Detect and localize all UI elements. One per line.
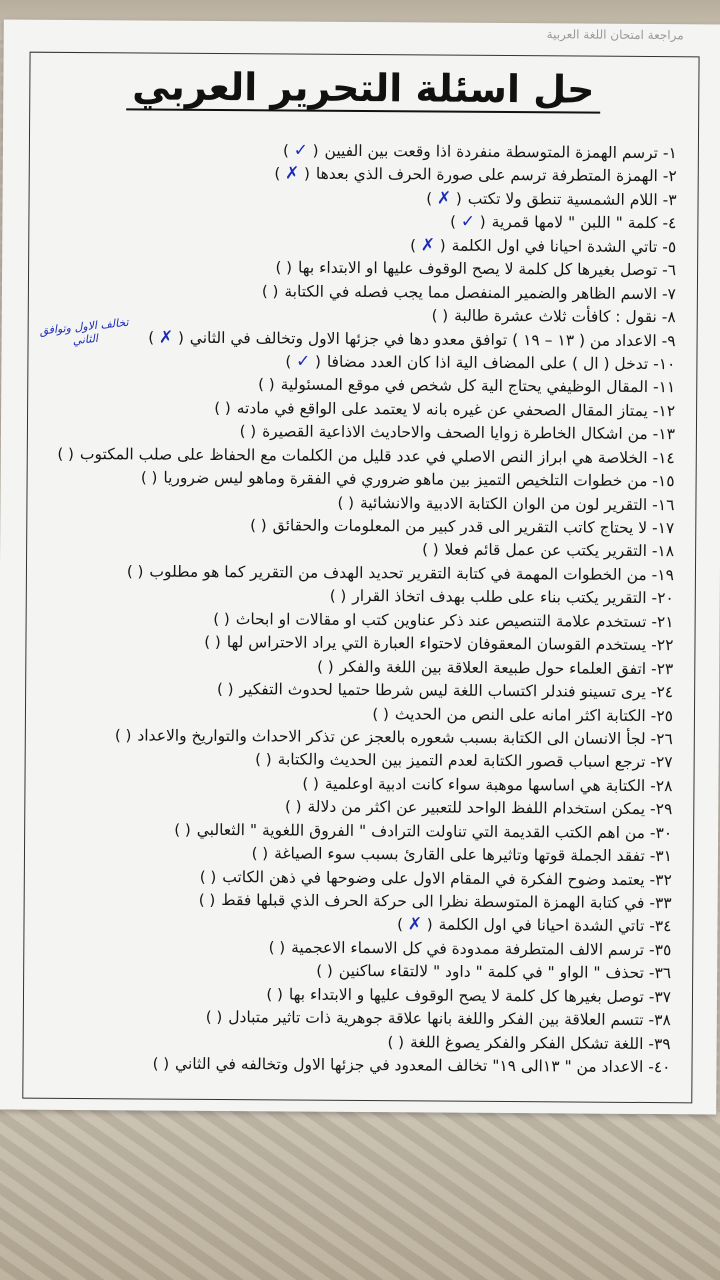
- questions-list: [34, 138, 677, 1080]
- question-number: ١٠: [658, 355, 676, 374]
- question-text: الهمزة المتطرفة ترسم على صورة الحرف الذي بعدها: [315, 165, 658, 186]
- question-dash: -: [644, 847, 656, 866]
- question-text: توصل بغيرها كل كلمة لا يصح الوقوف عليها و الابتداء بها: [288, 985, 644, 1006]
- question-dash: -: [644, 870, 656, 889]
- question-number: ٢٥: [656, 706, 674, 725]
- answer-parentheses: ( ): [302, 774, 319, 793]
- question-text: نقول : كافأت ثلاث عشرة طالبة: [454, 306, 657, 327]
- question-text: يستخدم القوسان المعقوفان لاحتواء العبارة التي يراد الاحتراس لها: [226, 633, 647, 655]
- question-text: الكتابة هي اساسها موهبة سواء كانت ادبية اوعلمية: [324, 774, 646, 795]
- handwritten-answer-mark: ✗: [158, 327, 174, 348]
- question-text: المقال الوظيفي يحتاج الية كل شخص في موقع المسئولية: [280, 375, 649, 397]
- question-text: لجأ الانسان الى الكتابة بسبب شعوره بالعجز عن تذكر الاحداث والتواريخ والاعداد: [137, 726, 646, 748]
- question-number: ٦: [667, 261, 677, 280]
- answer-parentheses: ( ): [216, 680, 234, 699]
- question-dash: -: [656, 284, 668, 303]
- question-text: تدخل ( ال ) على المضاف الية اذا كان العدد مضافا: [326, 352, 649, 373]
- question-dash: -: [647, 425, 659, 444]
- question-number: ١٧: [657, 519, 675, 538]
- question-text: من اشكال الخاطرة زوايا الصحف والاحاديث الاذاعية القصيرة: [262, 422, 648, 444]
- question-text: يرى تسينو فندلر اكتساب اللغة ليس شرطا حتميا لحدوث التفكير: [239, 680, 647, 702]
- question-number: ٢٣: [656, 659, 674, 678]
- question-dash: -: [646, 659, 657, 678]
- question-number: ١٥: [657, 472, 675, 491]
- question-dash: -: [645, 706, 657, 725]
- question-item: [37, 724, 673, 752]
- question-dash: -: [657, 190, 669, 210]
- answer-parentheses: ( ): [174, 820, 191, 839]
- question-dash: -: [645, 800, 656, 819]
- question-item: [34, 1052, 670, 1080]
- question-text: اللام الشمسية تنطق ولا تكتب: [467, 189, 658, 209]
- question-number: ٢٠: [657, 589, 674, 608]
- question-text: يمتاز المقال الصحفي عن غيره بانه لا يعتمد على الواقع في مادته: [236, 398, 648, 420]
- handwritten-answer-mark: ✗: [407, 914, 423, 935]
- question-dash: -: [648, 354, 659, 374]
- question-text: تاتي الشدة احيانا في اول الكلمة: [438, 915, 645, 936]
- handwritten-answer-mark: ✓: [293, 140, 309, 161]
- answer-parentheses: ( ): [239, 422, 257, 441]
- question-text: التقرير يكتب بناء على طلب بهدف اتخاذ القرار: [352, 587, 647, 608]
- answer-sheet-paper: [0, 20, 720, 1115]
- question-dash: -: [647, 448, 659, 467]
- question-text: تستخدم علامة التنصيص عند ذكر عناوين كتب او مقالات او ابحاث: [235, 609, 647, 631]
- question-number: ٣٦: [654, 964, 672, 983]
- question-number: ٣٩: [653, 1034, 671, 1053]
- background-fabric-bottom: [0, 1110, 720, 1280]
- question-number: ١٣: [658, 425, 675, 444]
- question-text: من خطوات التلخيص التميز بين ماهو ضروري في الفقرة وماهو ليس ضروريا: [163, 468, 648, 491]
- question-text: كلمة " اللبن " لامها قمرية: [491, 213, 658, 233]
- question-number: ٣٢: [655, 870, 672, 889]
- faint-header-text: مراجعة امتحان اللغة العربية: [546, 27, 684, 43]
- question-item: [38, 560, 674, 588]
- answer-parentheses: ( ): [422, 540, 439, 559]
- question-dash: -: [644, 940, 655, 959]
- answer-parentheses: ( ): [205, 1008, 223, 1027]
- answer-parentheses: ( ): [268, 938, 286, 957]
- question-number: ٢٢: [656, 636, 674, 655]
- question-text: في كتابة الهمزة المتوسطة نظرا الى حركة الحرف الذي قبلها فقط: [221, 891, 645, 912]
- question-number: ٩: [667, 331, 676, 350]
- question-dash: -: [644, 893, 656, 913]
- answer-parentheses: ( ): [152, 1054, 170, 1073]
- question-dash: -: [643, 1058, 654, 1077]
- question-number: ٢٩: [655, 800, 673, 819]
- answer-parentheses: ( ): [275, 258, 293, 277]
- answer-parentheses: ( ): [337, 493, 355, 512]
- answer-parentheses: ( ): [250, 516, 267, 535]
- question-dash: -: [647, 519, 658, 538]
- question-text: التقرير يكتب عن عمل قائم فعلا: [444, 541, 647, 561]
- question-dash: -: [643, 1034, 655, 1053]
- question-text: الاعداد من " ١٣الى ١٩" تخالف المعدود في جزئها الاول وتخالفه في الثاني: [175, 1054, 644, 1077]
- question-number: ٣٣: [654, 894, 672, 913]
- question-dash: -: [643, 1011, 655, 1030]
- handwritten-side-note: تخالف الاول وتوافق الثاني: [38, 315, 130, 348]
- question-dash: -: [647, 401, 659, 420]
- answer-parentheses: ( ): [198, 890, 216, 909]
- answer-parentheses: ( ): [329, 587, 347, 606]
- handwritten-answer-mark: ✗: [284, 163, 300, 185]
- question-number: ٣: [668, 191, 677, 210]
- question-number: ٣٥: [654, 940, 672, 960]
- question-text: الكتابة اكثر امانه على النص من الحديث: [394, 704, 646, 725]
- answer-parentheses: ( ): [126, 562, 144, 581]
- answer-parentheses: ( ✓ ): [450, 212, 486, 233]
- question-dash: -: [657, 261, 668, 280]
- answer-parentheses: ( ): [114, 726, 132, 745]
- question-dash: -: [645, 729, 657, 749]
- answer-parentheses: ( ): [431, 306, 449, 325]
- answer-parentheses: ( ): [255, 750, 272, 769]
- question-number: ٢٦: [656, 730, 673, 749]
- question-text: اللغة تشكل الفكر والفكر يصوغ اللغة: [409, 1032, 644, 1053]
- answer-parentheses: ( ✗ ): [397, 914, 433, 935]
- question-dash: -: [656, 331, 668, 350]
- question-text: يمكن استخدام اللفظ الواحد للتعبير عن اكثر من دلالة: [307, 797, 646, 819]
- question-dash: -: [645, 776, 656, 795]
- answer-parentheses: ( ✗ ): [410, 235, 446, 256]
- answer-parentheses: ( ): [387, 1032, 405, 1051]
- question-number: ٤: [668, 214, 677, 233]
- question-number: ١٦: [657, 495, 675, 514]
- question-number: ٧: [667, 284, 676, 303]
- question-number: ٢: [668, 167, 677, 186]
- answer-parentheses: ( ): [372, 704, 389, 723]
- question-number: ٨: [667, 308, 676, 327]
- answer-parentheses: ( ): [317, 657, 334, 676]
- question-dash: -: [648, 378, 659, 397]
- question-text: اتفق العلماء حول طبيعة العلاقة بين اللغة والفكر: [339, 657, 647, 678]
- answer-parentheses: ( ): [266, 985, 284, 1004]
- question-dash: -: [647, 472, 659, 491]
- question-number: ١: [668, 144, 677, 163]
- question-dash: -: [657, 167, 669, 186]
- question-number: ١٢: [658, 401, 676, 421]
- question-dash: -: [657, 237, 668, 256]
- answer-parentheses: ( ): [284, 797, 302, 816]
- question-number: ٣٤: [654, 917, 672, 936]
- question-text: توصل بغيرها كل كلمة لا يصح الوقوف عليها او الابتداء بها: [297, 258, 658, 280]
- question-text: يعتمد وضوح الفكرة في المقام الاول على وضوحها في ذهن الكاتب: [222, 867, 645, 889]
- question-number: ٣١: [655, 847, 673, 866]
- question-number: ١٩: [657, 565, 675, 585]
- question-text: لا يحتاج كاتب التقرير الى قدر كبير من المعلومات والحقائق: [272, 516, 648, 538]
- question-text: تفقد الجملة قوتها وتاثيرها على القارئ بسبب سوء الصياغة: [274, 844, 645, 866]
- question-dash: -: [657, 144, 669, 163]
- answer-parentheses: ( ): [258, 375, 275, 394]
- question-number: ١١: [658, 378, 676, 397]
- question-number: ٣٨: [654, 1011, 671, 1030]
- question-dash: -: [646, 542, 658, 561]
- question-number: ١٤: [658, 448, 675, 467]
- answer-parentheses: ( ): [251, 844, 269, 863]
- answer-parentheses: ( ✗ ): [274, 163, 310, 185]
- answer-parentheses: ( ✗ ): [426, 188, 462, 209]
- question-number: ٢٧: [655, 753, 673, 772]
- question-text: ترسم الهمزة المتوسطة منفردة اذا وقعت بين الفيين: [324, 141, 659, 163]
- answer-parentheses: ( ✗ ): [148, 327, 184, 348]
- answer-parentheses: ( ): [214, 398, 231, 417]
- answer-parentheses: ( ): [140, 468, 158, 487]
- question-text: ترسم الالف المتطرفة ممدودة في كل الاسماء الاعجمية: [291, 938, 645, 959]
- question-number: ٣٧: [654, 987, 672, 1006]
- question-text: التقرير لون من الوان الكتابة الادبية والانشائية: [359, 493, 648, 514]
- question-number: ١٨: [657, 542, 675, 561]
- question-text: الاعداد من ( ١٣ – ١٩ ) توافق معدو دها في جزئها الاول وتخالف في الثاني: [189, 328, 657, 350]
- question-text: من اهم الكتب القديمة التي تناولت الترادف " الفروق اللغوية " الثعالبي: [196, 820, 646, 842]
- answer-parentheses: ( ): [261, 281, 279, 301]
- question-dash: -: [657, 214, 669, 233]
- answer-parentheses: ( ): [316, 962, 333, 981]
- question-text: تاتي الشدة احيانا في اول الكلمة: [451, 236, 658, 256]
- answer-parentheses: ( ): [213, 609, 230, 628]
- question-dash: -: [646, 636, 657, 655]
- question-dash: -: [656, 308, 668, 327]
- question-number: ٤٠: [653, 1058, 671, 1077]
- question-dash: -: [645, 753, 657, 772]
- question-dash: -: [644, 823, 656, 842]
- question-text: تحذف " الواو " في كلمة " داود " لالتقاء ساكنين: [338, 962, 645, 983]
- question-text: الاسم الظاهر والضمير المنفصل مما يجب فصله في الكتابة: [284, 282, 658, 303]
- question-dash: -: [646, 565, 658, 584]
- question-text: تتسم العلاقة بين الفكر واللغة بانها علاقة جوهرية ذات تاثير متبادل: [228, 1008, 644, 1030]
- question-number: ٥: [667, 237, 677, 256]
- answer-parentheses: ( ): [199, 867, 217, 886]
- answer-parentheses: ( ): [57, 444, 75, 463]
- question-dash: -: [647, 495, 658, 514]
- handwritten-answer-mark: ✓: [295, 351, 311, 372]
- answer-parentheses: ( ✓ ): [285, 351, 321, 372]
- page-title: [3, 63, 720, 112]
- question-text: ترجع اسباب قصور الكتابة لعدم التميز بين الحديث والكتابة: [277, 750, 646, 772]
- question-dash: -: [646, 589, 658, 608]
- question-dash: -: [644, 917, 655, 936]
- question-dash: -: [645, 683, 657, 702]
- question-text: الخلاصة هي ابراز النص الاصلي في عدد قليل من الكلمات مع الحفاظ على صلب المكتوب: [79, 444, 648, 467]
- answer-parentheses: ( ✓ ): [282, 140, 319, 161]
- question-dash: -: [643, 964, 655, 983]
- handwritten-answer-mark: ✗: [436, 188, 452, 209]
- handwritten-answer-mark: ✓: [460, 212, 476, 233]
- question-number: ٢٨: [655, 776, 673, 795]
- question-number: ٢٤: [656, 683, 674, 702]
- question-number: ٣٠: [655, 823, 673, 842]
- question-dash: -: [646, 612, 658, 631]
- question-item: [39, 442, 675, 470]
- question-dash: -: [643, 987, 655, 1006]
- question-number: ٢١: [656, 612, 674, 631]
- handwritten-answer-mark: ✗: [420, 235, 436, 256]
- answer-parentheses: ( ): [204, 633, 221, 652]
- question-text: من الخطوات المهمة في كتابة التقرير تحديد الهدف من التقرير كما هو مطلوب: [149, 562, 647, 584]
- page-title-text: حل اسئلة التحرير العربي: [126, 64, 601, 113]
